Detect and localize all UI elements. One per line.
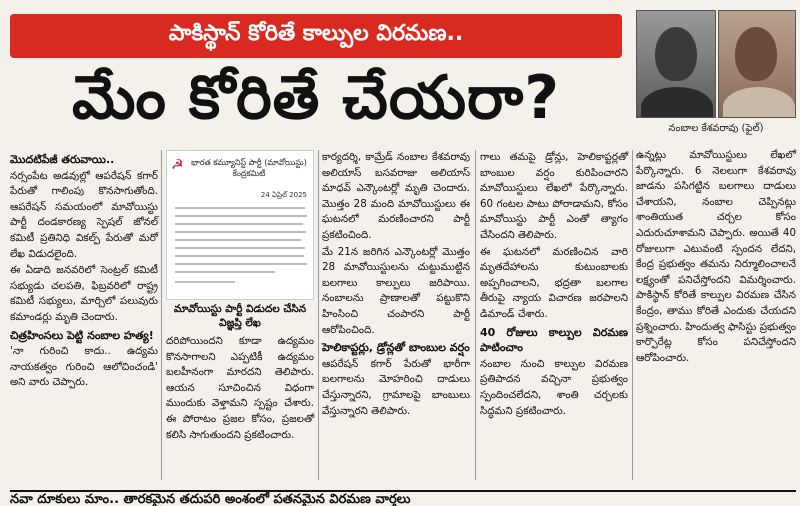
letter-letterhead [189, 157, 309, 179]
column-rule [161, 150, 162, 480]
letter-text-line [175, 247, 305, 249]
column-rule [318, 150, 319, 480]
face-shape [735, 27, 777, 81]
article-column-4 [480, 150, 628, 420]
letter-text-line [175, 281, 235, 283]
article-column-3 [322, 150, 470, 420]
column-rule [475, 150, 476, 480]
subheading: చిత్రహింసలు పెట్టి నంబాల హత్య! [10, 328, 154, 342]
continuation-label: మొదటిపేజీ తరువాయి.. [10, 153, 115, 166]
letter-text-line [175, 239, 301, 241]
shoulders-shape [641, 87, 713, 118]
paragraph: గాలు తమపై డ్రోన్లు, హెలికాప్టర్లతో బాంబుల వర్షం కురిపించారని మావోయిస్టులు లేఖలో పేర్కొన్నారు. 60 గంటల పాటు పోరాడామని, కోసం మావోయిస్టు పార్టీ ఎంతో త్యాగం చేసిందని తెలిపారు. [480, 151, 628, 241]
paragraph: నర్సంపేట అడవుల్లో ఆపరేషన్ కగార్ పేరుతో గాలింపు కొనసాగుతోంది. ఆపరేషన్ సమయంలో మావోయిస్టు పార్టీ దండకారణ్య స్పెషల్ జోనల్ కమిటీ ప్రతినిధి వికల్ప్ పేరుతో మరో లేఖ విడుదలైంది. [10, 169, 158, 260]
portrait-photo-young [636, 10, 716, 118]
article-column-1 [10, 150, 158, 392]
shoulders-shape [723, 87, 795, 118]
letter-text-line [175, 271, 275, 273]
article-column-5 [636, 148, 796, 367]
portrait-photo-old [718, 10, 796, 118]
next-story-strip: నవా దూకులు మాం.. తారకమైన తదుపరి అంశంలో పతనమైన విరమణ వార్తలు [10, 490, 796, 506]
face-shape [655, 27, 697, 81]
paragraph: నంబాల నుంచి కాల్పుల విరమణ ప్రతిపాదన వచ్చినా ప్రభుత్వం స్పందించలేదని, శాంతి చర్చలకు సిద్ధమని ప్రకటించారు. [480, 357, 628, 417]
letterhead-committee: కేంద్రకమిటీ [232, 169, 266, 178]
paragraph: కార్యదర్శి, కామ్రేడ్ నంబాల కేశవరావు అలియాస్ బసవరాజు అలియాస్ మాధవ్ ఎన్కౌంటర్లో మృతి చెందారు. మొత్తం 28 మంది మావోయిస్టులు ఈ ఘటనలో మరణించారని పార్టీ ప్రకటించింది. [322, 151, 470, 241]
headline: మేం కోరితే చేయరా? [71, 63, 561, 133]
paragraph: ఈ ఘటనలో మరణించిన వారి మృతదేహాలను కుటుంబాలకు అప్పగించాలని, భద్రతా బలగాల తీరుపై న్యాయ విచారణ జరపాలని డిమాండ్ చేశారు. [480, 245, 628, 320]
letter-text-line [175, 231, 306, 233]
subheading: హెలికాప్టర్లు, డ్రోన్లతో బాంబుల వర్షం [322, 341, 470, 355]
letter-text-line [175, 207, 305, 209]
letterhead-party: భారత కమ్యూనిస్ట్ పార్టీ (మావోయిస్టు) [191, 158, 307, 167]
article-column-2 [166, 334, 314, 444]
letter-image [166, 150, 314, 300]
photo-group [636, 10, 796, 136]
paragraph: ఈ ఏడాది జనవరిలో సెంట్రల్ కమిటీ సభ్యుడు చలపతి, ఫిబ్రవరిలో రాష్ట్ర కమిటీ సభ్యులు, మార్చిలో పలువురు కమాండర్లు మృతి చెందారు. [10, 264, 158, 323]
letter-text-line [175, 215, 307, 217]
hammer-sickle-icon: ☭ [171, 157, 184, 173]
kicker-banner [10, 14, 622, 58]
column-rule [632, 150, 633, 480]
paragraph: ఆపరేషన్ కగార్ పేరుతో భారీగా బలగాలను మోహరించి దాడులు చేస్తున్నారని, గ్రామాలపై బాంబులు వేస్తున్నారని తెలిపారు. [322, 357, 470, 417]
paragraph: ఉన్నట్లు మావోయిస్టులు లేఖలో పేర్కొన్నారు. 6 నెలలుగా కేశవరావు జాడను పసిగట్టిన బలగాలు దాడులు చేశాయని, నంబాల చెప్పినట్లు శాంతియుత చర్చల కోసం ఎదురుచూశామని చెప్పారు. అయితే 40 రోజులుగా ఎటువంటి స్పందన లేదని, కేంద్ర ప్రభుత్వం తమను నిర్మూలించాలనే లక్ష్యంతో పనిచేస్తోందని విమర్శించారు. పాకిస్థాన్ కోరితే కాల్పుల విరమణ చేసిన కేంద్రం, తాము కోరితే ఎందుకు చేయదని ప్రశ్నించారు. హిందుత్వ ఫాసిస్టు ప్రభుత్వం కార్పొరేట్ల కోసం పనిచేస్తోందని ఆరోపించారు. [636, 149, 796, 364]
letter-date: 24 ఏప్రిల్ 2025 [260, 191, 307, 199]
subheading: 40 రోజులు కాల్పుల విరమణ పాటించాం [480, 325, 628, 355]
letter-text-line [175, 255, 304, 257]
paragraph: 'నా గురించి కాదు.. ఉద్యమ నాయకత్వం గురించి ఆలోచించండి' అని వారు చెప్పారు. [10, 345, 158, 389]
letter-caption: మావోయిస్టు పార్టీ విడుదల చేసిన విజ్ఞప్తి లేఖ [173, 303, 307, 329]
kicker-text: పాకిస్థాన్ కోరితే కాల్పుల విరమణ.. [168, 21, 464, 46]
photo-caption: నంబాల కేశవరావు (ఫైల్) [668, 123, 764, 134]
letter-text-line [175, 263, 307, 265]
paragraph: దరిపోయిందని కూడా ఉద్యమం కొనసాగాలని ఎప్పటికీ ఉద్యమం బలహీనంగా మారదని తెలిపారు. ఆయన సూచించిన విధంగా ముందుకు వెళ్తామని స్పష్టం చేశారు. ఈ పోరాటం ప్రజల కోసం, ప్రజలతో కలిసి సాగుతుందని ప్రకటించారు. [166, 335, 314, 441]
letter-text-line [175, 223, 303, 225]
paragraph: మే 21న జరిగిన ఎన్కౌంటర్లో మొత్తం 28 మావోయిస్టులను చుట్టుముట్టిన బలగాలు కాల్పులు జరిపాయి. నంబాలను ప్రాణాలతో పట్టుకొని హింసించి చంపారని పార్టీ ఆరోపించింది. [322, 245, 470, 336]
